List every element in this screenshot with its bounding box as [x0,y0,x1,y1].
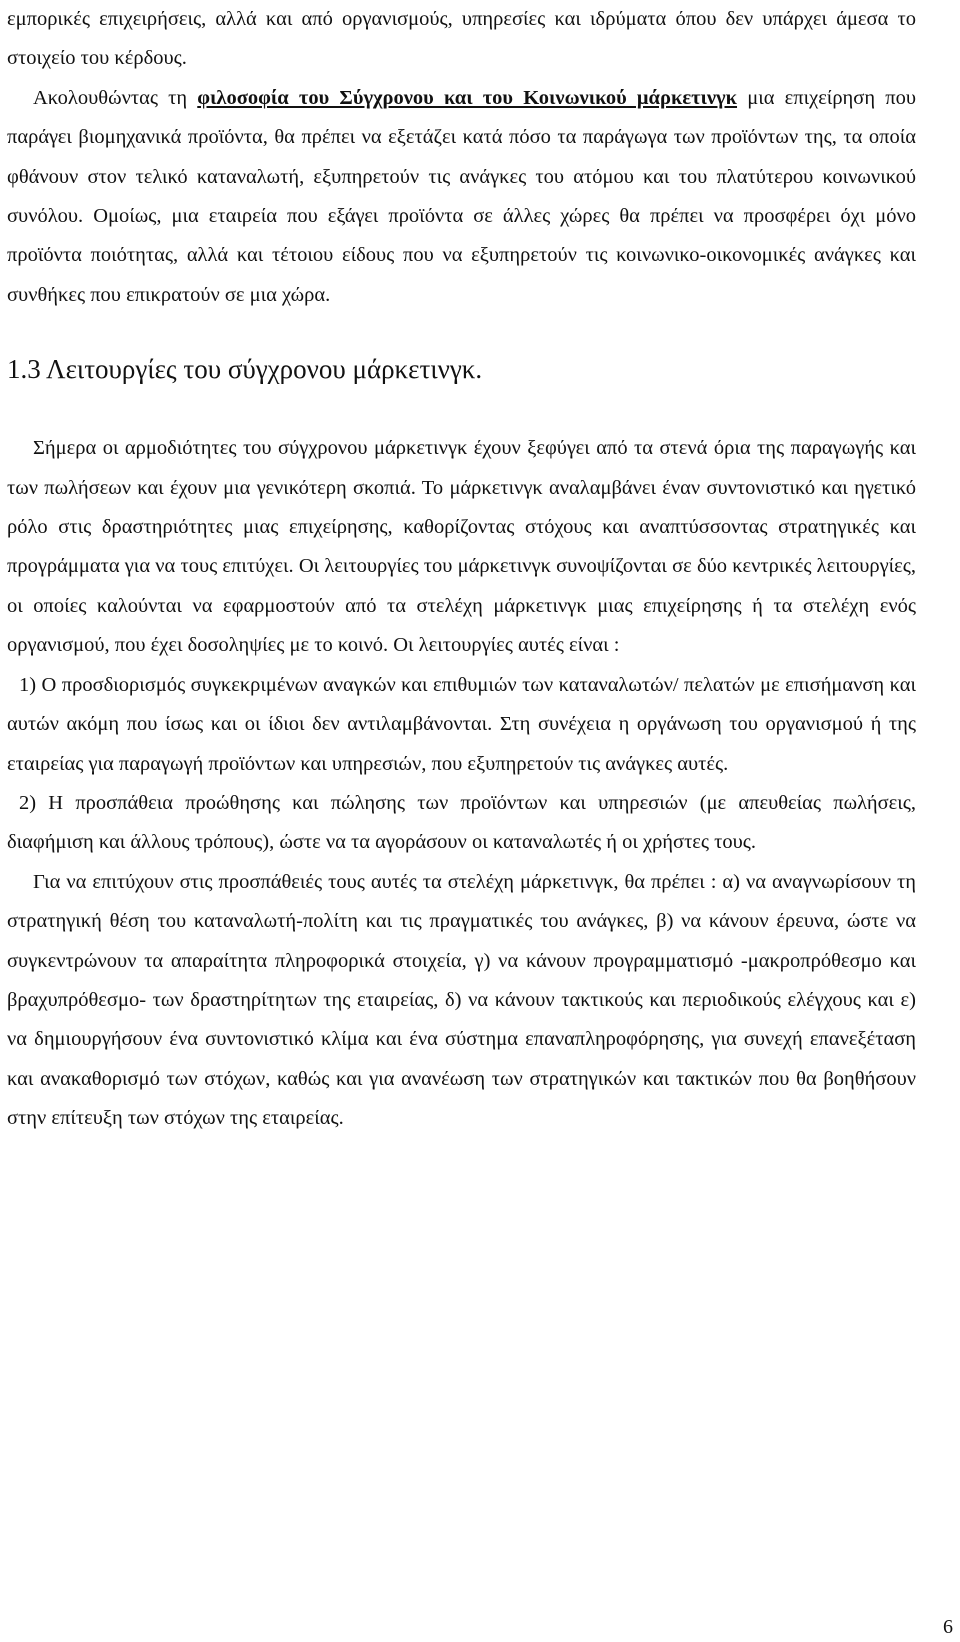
paragraph-requirements: Για να επιτύχουν στις προσπάθειές τους αυτές τα στελέχη μάρκετινγκ, θα πρέπει : α) να αναγνωρίσουν τη στρατηγική θέση του καταναλωτή-πολίτη και τις πραγματικές του ανάγκες, β) να κάνουν έρευνα, ώστε να συγκεντρώνουν τα απαραίτητα πληροφορικά στοιχεία, γ) να κάνουν προγραμματισμό -μακροπρόθεσμο και βραχυπρόθεσμο- των δραστηρίτητων της εταιρείας, δ) να κάνουν τακτικούς και περιοδικούς ελέγχους και ε) να δημιουργήσουν ένα συντονιστικό κλίμα και ένα σύστημα επαναπληροφόρησης, για συνεχή επανεξέταση και ανακαθορισμό των στόχων, καθώς και για ανανέωση των στρατηγικών και τακτικών που θα βοηθήσουν στην επίτευξη των στόχων της εταιρείας. [7,870,916,1130]
paragraph-functions-intro: Σήμερα οι αρμοδιότητες του σύγχρονου μάρκετινγκ έχουν ξεφύγει από τα στενά όρια της παραγωγής και των πωλήσεων και έχουν μια γενικότερη σκοπιά. Το μάρκετινγκ αναλαμβάνει έναν συντονιστικό και ηγετικό ρόλο στις δραστηριότητες μιας επιχείρησης, καθορίζοντας στόχους και αναπτύσσοντας στρατηγικές και προγράμματα για να τους επιτύχει. Οι λειτουργίες του μάρκετινγκ συνοψίζονται σε δύο κεντρικές λειτουργίες, οι οποίες καλούνται να εφαρμοστούν από τα στελέχη μάρκετινγκ μιας επιχείρησης ή τα στελέχη ενός οργανισμού, που έχει δοσοληψίες με το κοινό. Οι λειτουργίες αυτές είναι : [7,437,916,657]
page-number: 6 [943,1616,953,1638]
paragraph-intro-continued: εμπορικές επιχειρήσεις, αλλά και από οργανισμούς, υπηρεσίες και ιδρύματα όπου δεν υπάρχει άμεσα το στοιχείο του κέρδους. [7,8,916,70]
list-item-1: 1) Ο προσδιορισμός συγκεκριμένων αναγκών και επιθυμιών των καταναλωτών/ πελατών με επισήμανση και αυτών ακόμη που ίσως και οι ίδιοι δεν αντιλαμβάνονται. Στη συνέχεια η οργάνωση του οργανισμού ή της εταιρείας για παραγωγή προϊόντων και υπηρεσιών, που εξυπηρετούν τις ανάγκες αυτές. [7,673,916,775]
list-item-2: 2) Η προσπάθεια προώθησης και πώλησης των προϊόντων και υπηρεσιών (με απευθείας πωλήσεις, διαφήμιση και άλλους τρόπους), ώστε να τα αγοράσουν οι καταναλωτές ή οι χρήστες τους. [7,791,916,854]
section-heading: 1.3 Λειτουργίες του σύγχρονου μάρκετινγκ. [7,354,483,385]
emphasized-phrase: φιλοσοφία του Σύγχρονου και του Κοινωνικού μάρκετινγκ [197,86,738,109]
paragraph-text: μια επιχείρηση που παράγει βιομηχανικά προϊόντα, θα πρέπει να εξετάζει κατά πόσο τα παράγωγα των προϊόντων της, τα οποία φθάνουν στον τελικό καταναλωτή, εξυπηρετούν τις ανάγκες του ατόμου και του πλατύτερου κοινωνικού συνόλου. Ομοίως, μια εταιρεία που εξάγει προϊόντα σε άλλες χώρες θα πρέπει να προσφέρει όχι μόνο προϊόντα ποιότητας, αλλά και τέτοιου είδους που να εξυπηρετούν τις κοινωνικο-οικονομικές ανάγκες και συνθήκες που επικρατούν σε μια χώρα. [7,86,916,306]
spacer [7,315,916,351]
paragraph-text: Ακολουθώντας τη [33,86,198,109]
spacer [7,387,916,429]
paragraph-social-marketing [7,79,916,315]
page-body [7,0,916,1139]
